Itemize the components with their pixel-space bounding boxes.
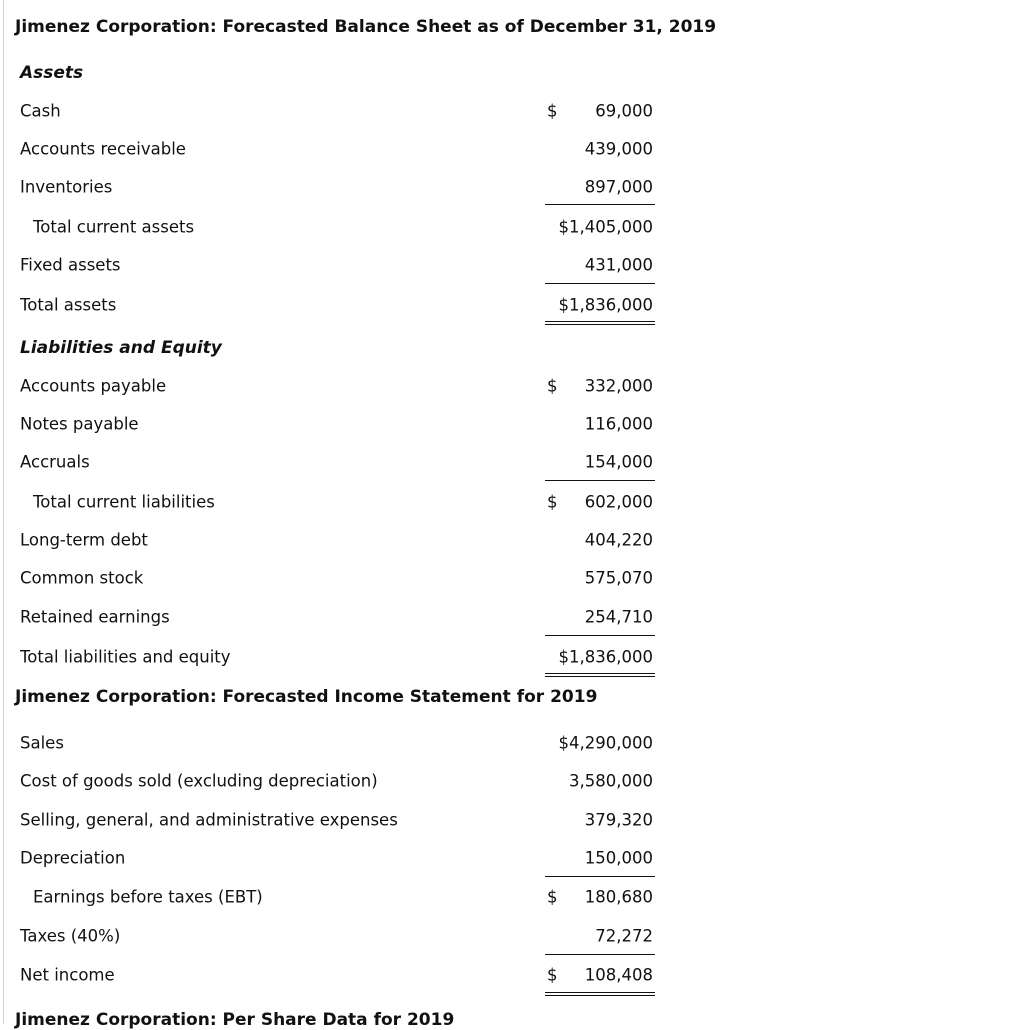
- left-border: [3, 0, 4, 1024]
- underline: [545, 635, 655, 636]
- row-value: 431,000: [584, 255, 653, 275]
- row-value: [545, 377, 653, 396]
- row-label: Total current assets: [33, 217, 195, 237]
- row-value: [545, 888, 653, 907]
- row-label: Selling, general, and administrative expenses: [20, 810, 398, 830]
- row-value: 150,000: [584, 848, 653, 868]
- row-value: 154,000: [584, 452, 653, 472]
- row-label: Net income: [20, 965, 115, 985]
- double-underline: [545, 673, 655, 677]
- row-label: Accounts receivable: [20, 139, 186, 159]
- row-value: 575,070: [584, 568, 653, 588]
- amount: 332,000: [584, 376, 653, 396]
- row-label: Total liabilities and equity: [20, 647, 231, 667]
- underline: [545, 204, 655, 205]
- dollar-sign: $: [547, 492, 558, 512]
- row-label: Inventories: [20, 177, 113, 197]
- row-value: 379,320: [584, 810, 653, 830]
- row-label: Total current liabilities: [33, 492, 215, 512]
- row-value: $1,836,000: [558, 295, 653, 315]
- row-value: $1,405,000: [558, 217, 653, 237]
- row-value: [545, 102, 653, 121]
- row-label: Long-term debt: [20, 530, 148, 550]
- row-label: Total assets: [20, 295, 117, 315]
- row-value: 3,580,000: [569, 771, 653, 791]
- underline: [545, 283, 655, 284]
- row-value: 116,000: [584, 414, 653, 434]
- amount: 180,680: [584, 887, 653, 907]
- row-value: 897,000: [584, 177, 653, 197]
- dollar-sign: $: [547, 101, 558, 121]
- amount: 108,408: [584, 965, 653, 985]
- underline: [545, 876, 655, 877]
- income-statement-title: Jimenez Corporation: Forecasted Income Statement for 2019: [15, 687, 598, 707]
- row-value: [545, 966, 653, 985]
- underline: [545, 480, 655, 481]
- assets-heading: Assets: [20, 63, 84, 83]
- row-value: 254,710: [584, 607, 653, 627]
- row-value: 404,220: [584, 530, 653, 550]
- amount: 69,000: [595, 101, 653, 121]
- row-label: Fixed assets: [20, 255, 121, 275]
- dollar-sign: $: [547, 887, 558, 907]
- double-underline: [545, 992, 655, 996]
- liabilities-heading: Liabilities and Equity: [20, 338, 222, 358]
- row-value: 439,000: [584, 139, 653, 159]
- amount: 602,000: [584, 492, 653, 512]
- row-value: $4,290,000: [558, 733, 653, 753]
- double-underline: [545, 321, 655, 325]
- row-label: Accruals: [20, 452, 90, 472]
- per-share-title: Jimenez Corporation: Per Share Data for 2019: [15, 1010, 455, 1030]
- row-label: Common stock: [20, 568, 144, 588]
- underline: [545, 954, 655, 955]
- row-label: Taxes (40%): [20, 926, 121, 946]
- row-label: Notes payable: [20, 414, 139, 434]
- row-value: 72,272: [595, 926, 653, 946]
- row-label: Earnings before taxes (EBT): [33, 887, 263, 907]
- dollar-sign: $: [547, 965, 558, 985]
- balance-sheet-title: Jimenez Corporation: Forecasted Balance Sheet as of December 31, 2019: [15, 17, 717, 37]
- row-value: [545, 493, 653, 512]
- row-value: $1,836,000: [558, 647, 653, 667]
- row-label: Retained earnings: [20, 607, 170, 627]
- row-label: Depreciation: [20, 848, 126, 868]
- row-label: Sales: [20, 733, 64, 753]
- row-label: Accounts payable: [20, 376, 167, 396]
- dollar-sign: $: [547, 376, 558, 396]
- row-label: Cash: [20, 101, 61, 121]
- row-label: Cost of goods sold (excluding depreciation): [20, 771, 378, 791]
